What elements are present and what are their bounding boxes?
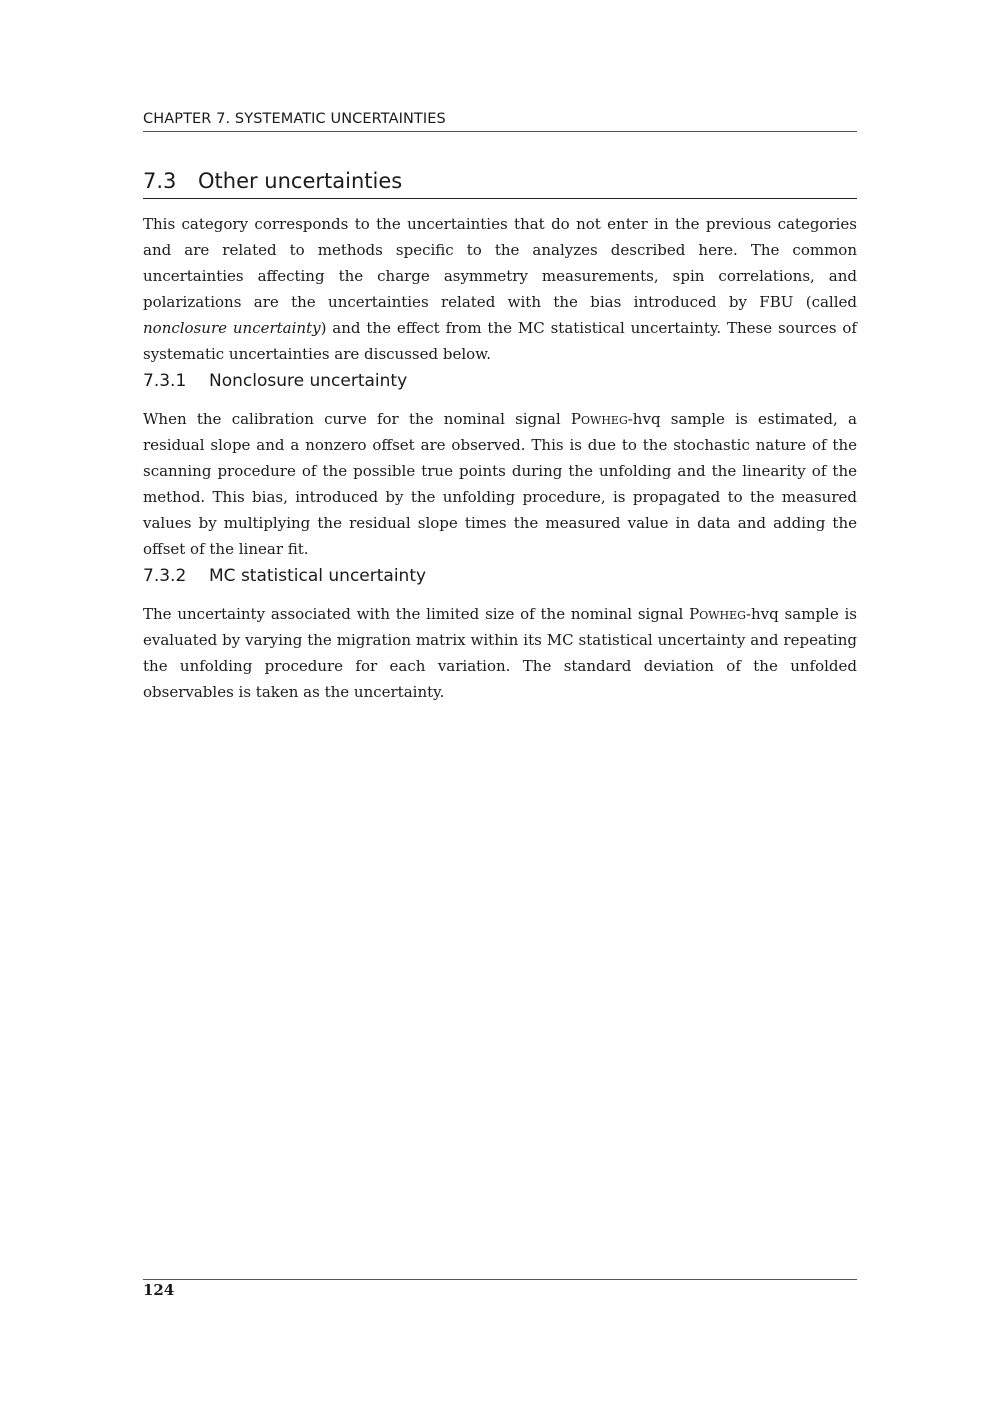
- generator-name: Powheg: [570, 410, 628, 428]
- subsection-title: MC statistical uncertainty: [209, 566, 427, 586]
- paragraph-text: This category corresponds to the uncertainties that do not enter in the previous categories and are related to methods specific to the analyzes described here. The common uncertainties affecting the charge asymmetry measurements, spin correlations, and polarizations are the uncertainties related with the bias introduced by FBU (called: [143, 215, 857, 311]
- subsection-title: Nonclosure uncertainty: [209, 371, 408, 391]
- paragraph-text: When the calibration curve for the nominal signal: [143, 410, 571, 428]
- paragraph-text: The uncertainty associated with the limited size of the nominal signal: [143, 605, 690, 623]
- emphasized-term: nonclosure uncertainty: [143, 319, 321, 337]
- subsection-heading-mc-statistical: [143, 565, 857, 587]
- subsection-heading-nonclosure: [143, 370, 857, 392]
- mc-statistical-paragraph: [143, 601, 857, 705]
- nonclosure-paragraph: [143, 406, 857, 562]
- subsection-number: 7.3.1: [143, 371, 187, 391]
- paragraph-text: -hvq sample is estimated, a residual slope and a nonzero offset are observed. This is due to the stochastic nature of the scanning procedure of the possible true points during the unfolding and the linearity of the method. This bias, introduced by the unfolding procedure, is propagated to the measured values by multiplying the residual slope times the measured value in data and adding the offset of the linear fit.: [143, 410, 857, 558]
- section-paragraph: [143, 211, 857, 367]
- running-head: CHAPTER 7. SYSTEMATIC UNCERTAINTIES: [143, 110, 857, 132]
- section-heading: [143, 167, 857, 199]
- paragraph-text: -hvq sample is evaluated by varying the migration matrix within its MC statistical uncertainty and repeating the unfolding procedure for each variation. The standard deviation of the unfolded observables is taken as the uncertainty.: [143, 605, 857, 701]
- section-number: 7.3: [143, 169, 177, 193]
- page-number: 124: [143, 1281, 175, 1299]
- section-title: Other uncertainties: [198, 169, 403, 193]
- subsection-number: 7.3.2: [143, 566, 187, 586]
- footer-rule: [143, 1279, 857, 1280]
- generator-name: Powheg: [689, 605, 746, 623]
- paragraph-text: ) and the effect from the MC statistical uncertainty. These sources of systematic uncertainties are discussed below.: [143, 319, 857, 363]
